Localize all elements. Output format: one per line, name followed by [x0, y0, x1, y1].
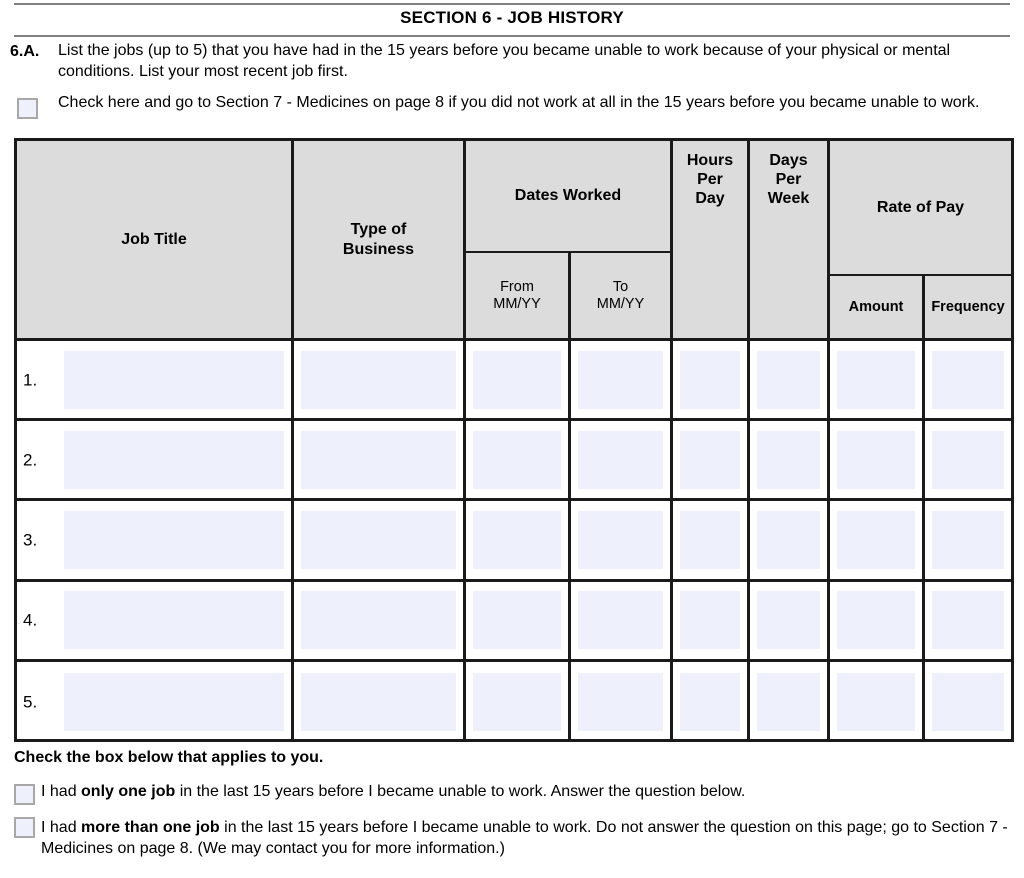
job-title-input[interactable]	[64, 511, 284, 569]
row-divider-5	[747, 341, 750, 418]
header-hours-per-day-line3: Day	[695, 190, 725, 208]
cell-to[interactable]	[571, 421, 670, 498]
row-divider-6	[827, 662, 830, 742]
row-divider-3	[568, 582, 571, 659]
cell-hours-per-day[interactable]	[673, 341, 747, 418]
cell-to[interactable]	[571, 662, 670, 742]
cell-type-of-business[interactable]	[294, 421, 463, 498]
amount-input[interactable]	[837, 673, 915, 731]
row-divider-4	[670, 662, 673, 742]
question-text: List the jobs (up to 5) that you have had in the 15 years before you became unable to work because of your physical or mental conditions. List your most recent job first.	[58, 42, 951, 81]
row-divider-2	[463, 341, 466, 418]
option-one-job-suffix: in the last 15 years before I became unable to work. Answer the question below.	[175, 782, 746, 800]
table-row	[17, 582, 1011, 662]
job-title-input[interactable]	[64, 673, 284, 731]
days-per-week-input[interactable]	[757, 591, 820, 649]
cell-to[interactable]	[571, 341, 670, 418]
row-number: 4.	[23, 610, 38, 630]
no-work-checkbox-label: Check here and go to Section 7 - Medicines on page 8 if you did not work at all in the 15 years before you became unable to work.	[58, 94, 980, 112]
header-dates-worked: Dates Worked	[466, 141, 670, 251]
option-one-job-checkbox-slot	[14, 781, 41, 805]
cell-frequency[interactable]	[925, 582, 1011, 659]
header-divider-7	[922, 274, 925, 338]
row-divider-7	[922, 662, 925, 742]
option-more-than-one-job-checkbox-slot	[14, 817, 41, 838]
row-divider-3	[568, 662, 571, 742]
cell-job-title[interactable]	[57, 582, 291, 659]
question-number: 6.A.	[10, 43, 40, 60]
days-per-week-input[interactable]	[757, 431, 820, 489]
option-more-than-one-job-label	[41, 817, 1014, 860]
header-hours-per-day-line1: Hours	[686, 152, 734, 169]
header-divider-2	[463, 141, 466, 338]
option-more-than-one-job-suffix: in the last 15 years before I became unable to work. Do not answer the question on this page; go to Section 7 - Medicines on page 8. (We may contact you for more information.)	[41, 818, 1008, 858]
amount-input[interactable]	[837, 511, 915, 569]
job-title-input[interactable]	[64, 351, 284, 409]
table-row	[17, 341, 1011, 421]
hours-per-day-input[interactable]	[680, 431, 740, 489]
page-title: SECTION 6 - JOB HISTORY	[400, 8, 624, 27]
dates-worked-split-line	[463, 251, 670, 253]
option-one-job-prefix: I had	[41, 782, 82, 800]
row-divider-1	[291, 501, 294, 578]
days-per-week-input[interactable]	[757, 351, 820, 409]
row-divider-5	[747, 501, 750, 578]
row-divider-1	[291, 662, 294, 742]
question-6a-block	[10, 40, 1014, 119]
header-hours-per-day	[673, 141, 747, 338]
row-number: 1.	[23, 370, 38, 390]
bottom-section	[14, 748, 1014, 859]
type-of-business-input[interactable]	[301, 511, 456, 569]
row-divider-2	[463, 421, 466, 498]
amount-input[interactable]	[837, 591, 915, 649]
cell-amount[interactable]	[830, 582, 922, 659]
option-one-job-emphasis: only one job	[81, 782, 176, 800]
row-divider-3	[568, 421, 571, 498]
cell-hours-per-day[interactable]	[673, 421, 747, 498]
header-days-per-week-line3: Week	[767, 190, 810, 208]
header-to	[571, 254, 670, 338]
header-from-label: From	[500, 278, 534, 295]
row-divider-5	[747, 582, 750, 659]
cell-days-per-week[interactable]	[750, 341, 827, 418]
to-input[interactable]	[578, 591, 663, 649]
table-row	[17, 662, 1011, 742]
hours-per-day-input[interactable]	[680, 591, 740, 649]
cell-amount[interactable]	[830, 501, 922, 578]
header-days-per-week-line1: Days	[769, 152, 808, 169]
row-divider-7	[922, 501, 925, 578]
row-divider-1	[291, 582, 294, 659]
from-input[interactable]	[473, 511, 561, 569]
header-type-of-business-line2: Business	[342, 240, 415, 258]
hours-per-day-input[interactable]	[680, 511, 740, 569]
cell-days-per-week[interactable]	[750, 501, 827, 578]
cell-job-title[interactable]	[57, 341, 291, 418]
amount-input[interactable]	[837, 351, 915, 409]
row-divider-1	[291, 341, 294, 418]
to-input[interactable]	[578, 673, 663, 731]
header-job-title: Job Title	[17, 141, 291, 338]
header-hours-per-day-line2: Per	[697, 171, 723, 189]
cell-frequency[interactable]	[925, 501, 1011, 578]
no-work-checkbox-slot	[10, 92, 58, 119]
bottom-instruction: Check the box below that applies to you.	[14, 749, 324, 766]
cell-job-title[interactable]	[57, 662, 291, 742]
cell-frequency[interactable]	[925, 662, 1011, 742]
header-to-label: To	[612, 278, 629, 295]
frequency-input[interactable]	[932, 511, 1004, 569]
question-6a-row	[10, 40, 1014, 82]
table-body	[17, 341, 1011, 742]
from-input[interactable]	[473, 351, 561, 409]
cell-from[interactable]	[466, 501, 568, 578]
type-of-business-input[interactable]	[301, 351, 456, 409]
cell-hours-per-day[interactable]	[673, 582, 747, 659]
row-number: 3.	[23, 530, 38, 550]
header-days-per-week-line2: Per	[775, 171, 802, 189]
row-divider-6	[827, 421, 830, 498]
header-divider-5	[747, 141, 750, 338]
table-row	[17, 501, 1011, 581]
type-of-business-input[interactable]	[301, 431, 456, 489]
from-input[interactable]	[473, 673, 561, 731]
job-history-table	[14, 138, 1014, 742]
cell-days-per-week[interactable]	[750, 421, 827, 498]
header-from-format: MM/YY	[493, 296, 541, 312]
cell-to[interactable]	[571, 501, 670, 578]
to-input[interactable]	[578, 431, 663, 489]
frequency-input[interactable]	[932, 591, 1004, 649]
rate-of-pay-split-line	[827, 274, 1011, 276]
job-title-input[interactable]	[64, 591, 284, 649]
row-number: 5.	[23, 692, 38, 712]
to-input[interactable]	[578, 511, 663, 569]
option-one-job-row[interactable]	[14, 781, 1014, 805]
row-number: 2.	[23, 450, 38, 470]
header-rate-of-pay: Rate of Pay	[830, 141, 1011, 274]
cell-type-of-business[interactable]	[294, 501, 463, 578]
row-divider-7	[922, 421, 925, 498]
row-divider-7	[922, 341, 925, 418]
cell-to[interactable]	[571, 582, 670, 659]
cell-days-per-week[interactable]	[750, 662, 827, 742]
frequency-input[interactable]	[932, 673, 1004, 731]
option-one-job-label	[41, 781, 1014, 802]
header-days-per-week	[750, 141, 827, 338]
header-divider-4	[670, 141, 673, 338]
row-divider-4	[670, 582, 673, 659]
option-more-than-one-job-prefix: I had	[41, 818, 82, 836]
header-amount: Amount	[830, 277, 922, 338]
option-more-than-one-job-checkbox[interactable]	[14, 817, 35, 838]
row-divider-3	[568, 501, 571, 578]
row-divider-4	[670, 421, 673, 498]
cell-job-title[interactable]	[57, 501, 291, 578]
header-from	[466, 254, 568, 338]
header-divider-1	[291, 141, 294, 338]
job-title-input[interactable]	[64, 431, 284, 489]
row-divider-2	[463, 582, 466, 659]
cell-days-per-week[interactable]	[750, 582, 827, 659]
table-header	[17, 141, 1011, 341]
to-input[interactable]	[578, 351, 663, 409]
hours-per-day-input[interactable]	[680, 673, 740, 731]
type-of-business-input[interactable]	[301, 673, 456, 731]
cell-from[interactable]	[466, 341, 568, 418]
cell-type-of-business[interactable]	[294, 582, 463, 659]
no-work-checkbox[interactable]	[17, 98, 38, 119]
row-divider-5	[747, 421, 750, 498]
cell-type-of-business[interactable]	[294, 662, 463, 742]
cell-from[interactable]	[466, 582, 568, 659]
amount-input[interactable]	[837, 431, 915, 489]
no-work-checkbox-row[interactable]	[10, 92, 1014, 119]
frequency-input[interactable]	[932, 431, 1004, 489]
days-per-week-input[interactable]	[757, 511, 820, 569]
table-row	[17, 421, 1011, 501]
header-divider-3	[568, 251, 571, 338]
cell-amount[interactable]	[830, 341, 922, 418]
option-more-than-one-job-emphasis: more than one job	[81, 818, 220, 836]
cell-hours-per-day[interactable]	[673, 662, 747, 742]
header-to-format: MM/YY	[596, 296, 645, 312]
cell-from[interactable]	[466, 421, 568, 498]
cell-frequency[interactable]	[925, 341, 1011, 418]
top-divider	[14, 3, 1010, 5]
row-divider-4	[670, 501, 673, 578]
cell-frequency[interactable]	[925, 421, 1011, 498]
header-type-of-business	[294, 141, 463, 338]
days-per-week-input[interactable]	[757, 673, 820, 731]
option-more-than-one-job-row[interactable]	[14, 817, 1014, 860]
cell-job-title[interactable]	[57, 421, 291, 498]
header-frequency: Frequency	[925, 277, 1011, 338]
cell-from[interactable]	[466, 662, 568, 742]
row-divider-2	[463, 501, 466, 578]
row-divider-6	[827, 341, 830, 418]
row-divider-6	[827, 501, 830, 578]
type-of-business-input[interactable]	[301, 591, 456, 649]
cell-type-of-business[interactable]	[294, 341, 463, 418]
from-input[interactable]	[473, 431, 561, 489]
row-divider-4	[670, 341, 673, 418]
header-type-of-business-line1: Type of	[350, 221, 407, 239]
option-one-job-checkbox[interactable]	[14, 784, 35, 805]
cell-hours-per-day[interactable]	[673, 501, 747, 578]
row-divider-1	[291, 421, 294, 498]
cell-amount[interactable]	[830, 421, 922, 498]
row-divider-7	[922, 582, 925, 659]
frequency-input[interactable]	[932, 351, 1004, 409]
cell-amount[interactable]	[830, 662, 922, 742]
hours-per-day-input[interactable]	[680, 351, 740, 409]
row-divider-5	[747, 662, 750, 742]
from-input[interactable]	[473, 591, 561, 649]
row-divider-2	[463, 662, 466, 742]
row-divider-6	[827, 582, 830, 659]
row-divider-3	[568, 341, 571, 418]
header-divider-6	[827, 141, 830, 338]
title-divider	[14, 35, 1010, 37]
